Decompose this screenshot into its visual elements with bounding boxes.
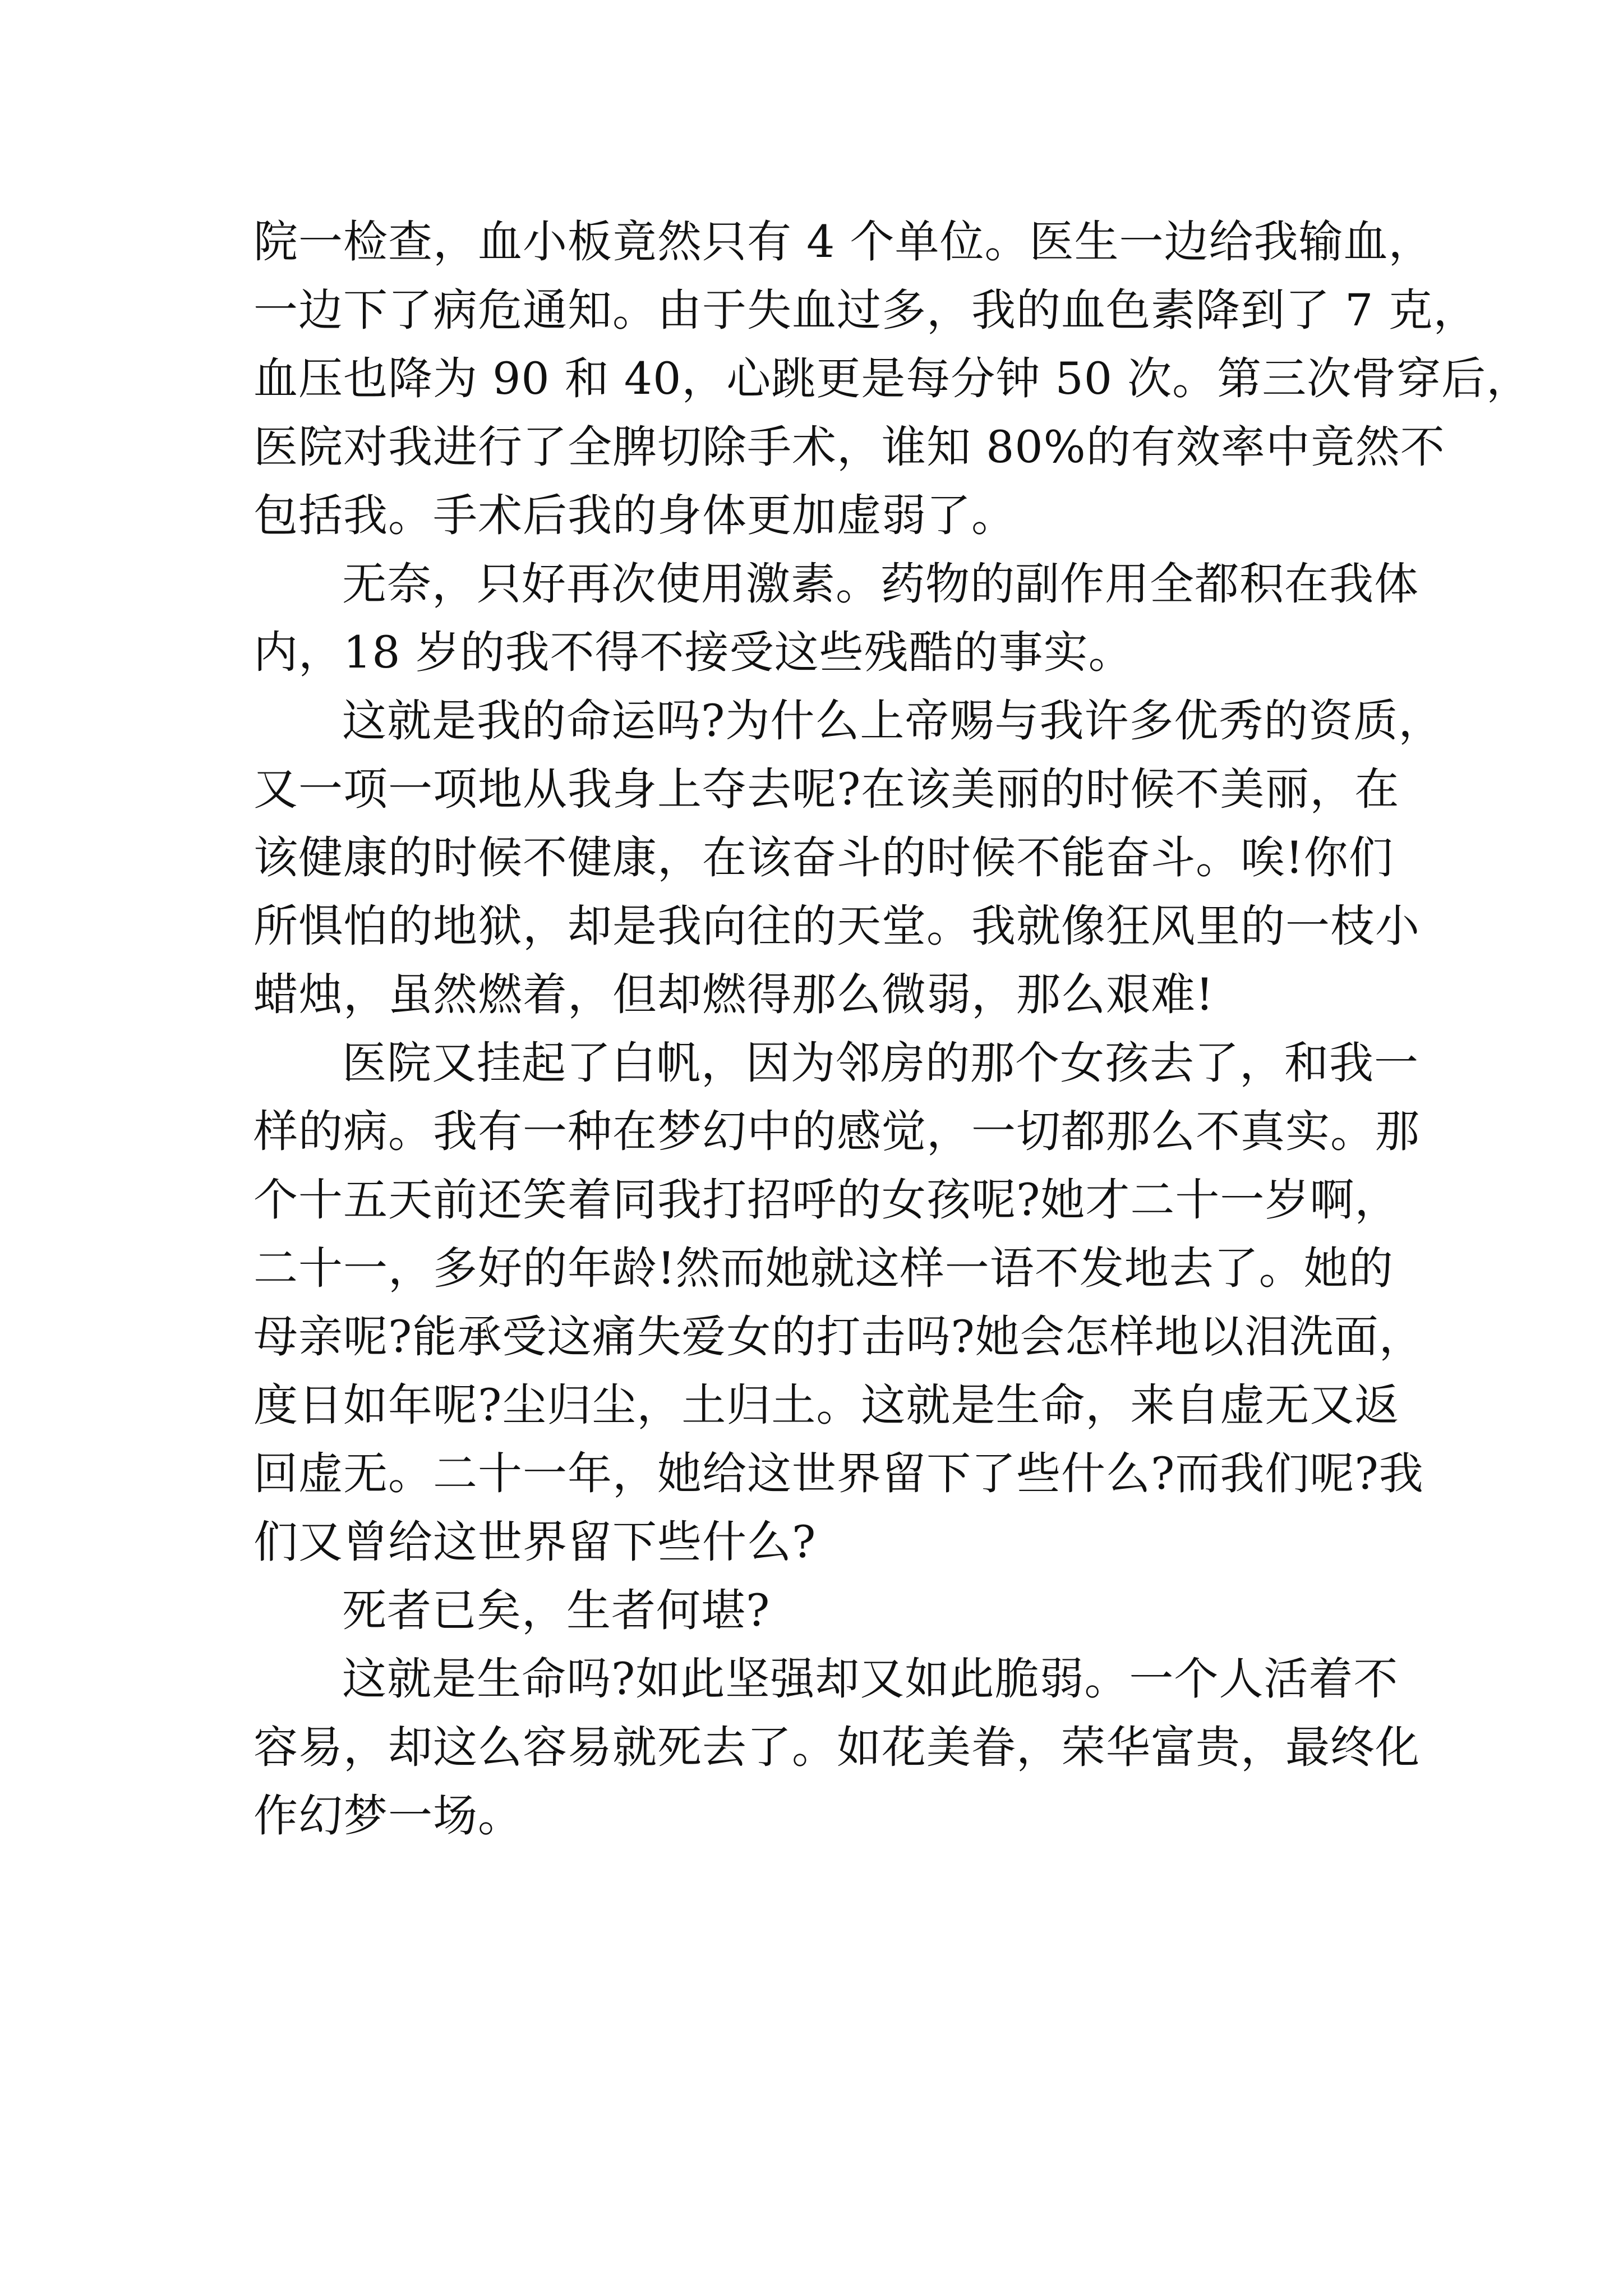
paragraph-6-line-2: 容易，却这么容易就死去了。如花美眷，荣华富贵，最终化 [253, 1722, 1420, 1773]
paragraph-2-line-2: 内，18 岁的我不得不接受这些残酷的事实。 [253, 627, 1133, 678]
paragraph-3-line-4: 所惧怕的地狱，却是我向往的天堂。我就像狂风里的一枝小 [253, 900, 1420, 952]
paragraph-6-line-3: 作幻梦一场。 [253, 1790, 523, 1842]
paragraph-3-line-5: 蜡烛，虽然燃着，但却燃得那么微弱，那么艰难! [253, 969, 1214, 1020]
paragraph-1-line-2: 一边下了病危通知。由于失血过多，我的血色素降到了 7 克， [253, 284, 1478, 336]
paragraph-4-line-2: 样的病。我有一种在梦幻中的感觉，一切都那么不真实。那 [253, 1106, 1420, 1157]
paragraph-3-line-2: 又一项一项地从我身上夺去呢?在该美丽的时候不美丽，在 [253, 763, 1400, 815]
paragraph-4-line-7: 回虚无。二十一年，她给这世界留下了些什么?而我们呢?我 [253, 1448, 1424, 1499]
paragraph-4-line-8: 们又曾给这世界留下些什么? [253, 1516, 817, 1568]
paragraph-4-line-3: 个十五天前还笑着同我打招呼的女孩呢?她才二十一岁啊， [253, 1174, 1400, 1226]
paragraph-4-line-5: 母亲呢?能承受这痛失爱女的打击吗?她会怎样地以泪洗面， [253, 1311, 1424, 1363]
paragraph-3-line-1: 这就是我的命运吗?为什么上帝赐与我许多优秀的资质， [342, 695, 1444, 747]
paragraph-3-line-3: 该健康的时候不健康，在该奋斗的时候不能奋斗。唉!你们 [253, 832, 1394, 884]
paragraph-2-line-1: 无奈，只好再次使用激素。药物的副作用全都积在我体 [342, 558, 1419, 610]
paragraph-4-line-4: 二十一，多好的年龄!然而她就这样一语不发地去了。她的 [253, 1243, 1394, 1294]
paragraph-1-line-3: 血压也降为 90 和 40，心跳更是每分钟 50 次。第三次骨穿后， [253, 353, 1532, 404]
paragraph-1-line-1: 院一检查，血小板竟然只有 4 个单位。医生一边给我输血， [253, 216, 1433, 268]
paragraph-5-line-1: 死者已矣，生者何堪? [342, 1585, 771, 1636]
paragraph-1-line-5: 包括我。手术后我的身体更加虚弱了。 [253, 490, 1016, 541]
paragraph-4-line-1: 医院又挂起了白帆，因为邻房的那个女孩去了，和我一 [342, 1037, 1419, 1089]
paragraph-6-line-1: 这就是生命吗?如此坚强却又如此脆弱。一个人活着不 [342, 1653, 1399, 1705]
paragraph-4-line-6: 度日如年呢?尘归尘，土归土。这就是生命，来自虚无又返 [253, 1379, 1400, 1431]
paragraph-1-line-4: 医院对我进行了全脾切除手术，谁知 80%的有效率中竟然不 [253, 421, 1445, 473]
